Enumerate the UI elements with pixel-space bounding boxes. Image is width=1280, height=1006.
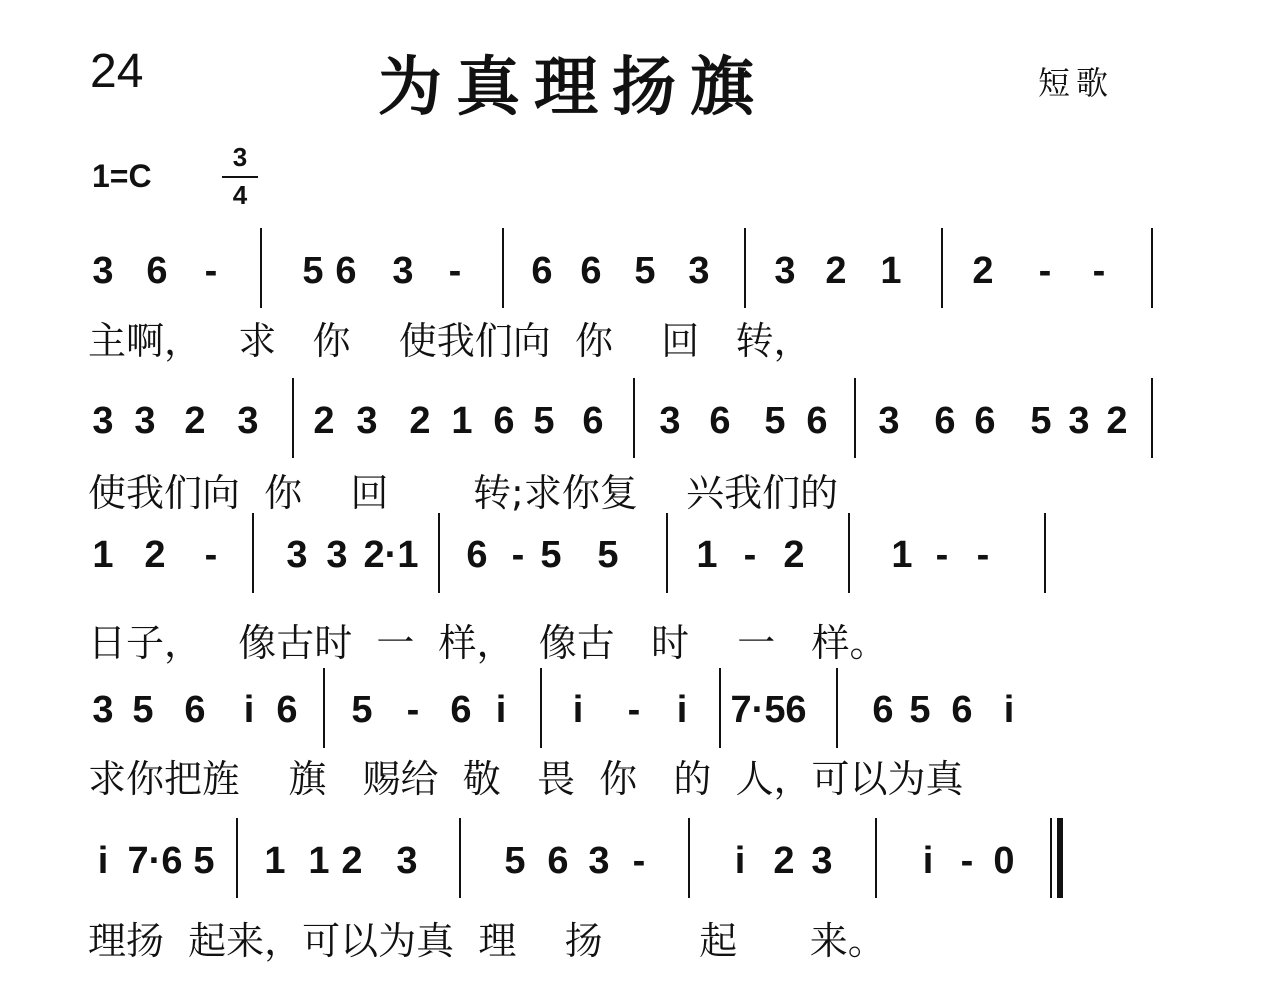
barline (719, 668, 721, 748)
note: 6 (580, 250, 602, 292)
note: 2 (409, 400, 431, 442)
note: 3 (1068, 400, 1090, 442)
note: 5 (1030, 400, 1052, 442)
note: 5 (909, 689, 931, 731)
note: 7·6 (127, 840, 183, 882)
final-barline (1057, 818, 1063, 898)
note: i (97, 840, 109, 882)
note: - (1038, 250, 1052, 292)
lyric-line-2: 使我们向 你 回 转;求你复 兴我们的 (88, 471, 839, 515)
note: 2 (972, 250, 994, 292)
note: 6 (466, 534, 488, 576)
note: 6 (582, 400, 604, 442)
note: 1 (891, 534, 913, 576)
note: - (976, 534, 990, 576)
note: i (495, 689, 507, 731)
note: 3 (92, 689, 114, 731)
note: 6 (184, 689, 206, 731)
note: 5 (351, 689, 373, 731)
note: i (734, 840, 746, 882)
note: 1 (451, 400, 473, 442)
note: 2 (773, 840, 795, 882)
note: 6 (951, 689, 973, 731)
song-title: 为真理扬旗 (378, 51, 768, 125)
note: - (743, 534, 757, 576)
note: 3 (92, 400, 114, 442)
lyric-line-4: 求你把旌 旗 赐给 敬 畏 你 的 人，可以为真 (88, 757, 964, 801)
barline (260, 228, 262, 308)
barline (854, 378, 856, 458)
note: - (511, 534, 525, 576)
note: 2 (184, 400, 206, 442)
barline (744, 228, 746, 308)
note: 6 (547, 840, 569, 882)
barline (459, 818, 461, 898)
note: i (922, 840, 934, 882)
note: 3 (326, 534, 348, 576)
song-number: 24 (90, 45, 144, 98)
note: 2 (783, 534, 805, 576)
barline (292, 378, 294, 458)
barline (540, 668, 542, 748)
song-genre: 短歌 (1038, 64, 1115, 102)
note: 6 (785, 689, 807, 731)
note: 6 (806, 400, 828, 442)
note: 6 (450, 689, 472, 731)
note: 3 (688, 250, 710, 292)
time-signature-numerator: 3 (232, 142, 248, 172)
barline (1044, 513, 1046, 593)
key-signature: 1=C (92, 158, 152, 194)
note: 3 (392, 250, 414, 292)
note: - (406, 689, 420, 731)
note: - (632, 840, 646, 882)
note: 3 (811, 840, 833, 882)
note: 6 (709, 400, 731, 442)
barline (438, 513, 440, 593)
note: 3 (134, 400, 156, 442)
note: 5 (302, 250, 324, 292)
barline (666, 513, 668, 593)
note: - (448, 250, 462, 292)
note: 7·5 (730, 689, 786, 731)
barline (875, 818, 877, 898)
note: i (243, 689, 255, 731)
note: 3 (659, 400, 681, 442)
note: 1 (696, 534, 718, 576)
note: 5 (540, 534, 562, 576)
time-signature-denominator: 4 (232, 180, 248, 210)
note: 2·1 (363, 534, 419, 576)
note: i (1003, 689, 1015, 731)
note: - (204, 250, 218, 292)
note: - (935, 534, 949, 576)
note: 5 (597, 534, 619, 576)
note: 5 (193, 840, 215, 882)
barline (323, 668, 325, 748)
barline (688, 818, 690, 898)
note: 3 (878, 400, 900, 442)
barline (836, 668, 838, 748)
note: 6 (531, 250, 553, 292)
note: 6 (146, 250, 168, 292)
note: 6 (493, 400, 515, 442)
barline (941, 228, 943, 308)
barline (502, 228, 504, 308)
lyric-line-5: 理扬 起来，可以为真 理 扬 起 来。 (88, 919, 886, 963)
note: 5 (504, 840, 526, 882)
note: 3 (237, 400, 259, 442)
note: i (572, 689, 584, 731)
note: 3 (396, 840, 418, 882)
note: 3 (286, 534, 308, 576)
lyric-line-3: 日子， 像古时 一 样， 像古 时 一 样。 (88, 621, 888, 665)
note: 1 (308, 840, 330, 882)
note: 6 (934, 400, 956, 442)
note: - (1092, 250, 1106, 292)
note: 3 (774, 250, 796, 292)
barline (252, 513, 254, 593)
note: 5 (764, 400, 786, 442)
note: 3 (356, 400, 378, 442)
note: - (627, 689, 641, 731)
barline (236, 818, 238, 898)
barline (633, 378, 635, 458)
note: 2 (313, 400, 335, 442)
note: 1 (264, 840, 286, 882)
note: 5 (533, 400, 555, 442)
note: 2 (1106, 400, 1128, 442)
note: 5 (634, 250, 656, 292)
note: - (204, 534, 218, 576)
note: 2 (341, 840, 363, 882)
note: 3 (92, 250, 114, 292)
lyric-line-1: 主啊， 求 你 使我们向 你 回 转， (88, 319, 812, 363)
final-barline-thin (1050, 818, 1052, 898)
note: i (676, 689, 688, 731)
note: 6 (276, 689, 298, 731)
note: - (960, 840, 974, 882)
note: 6 (974, 400, 996, 442)
note: 0 (993, 840, 1015, 882)
barline (848, 513, 850, 593)
note: 2 (144, 534, 166, 576)
note: 6 (872, 689, 894, 731)
note: 1 (92, 534, 114, 576)
barline (1151, 378, 1153, 458)
note: 2 (825, 250, 847, 292)
barline (1151, 228, 1153, 308)
note: 6 (335, 250, 357, 292)
note: 3 (588, 840, 610, 882)
note: 5 (132, 689, 154, 731)
note: 1 (880, 250, 902, 292)
